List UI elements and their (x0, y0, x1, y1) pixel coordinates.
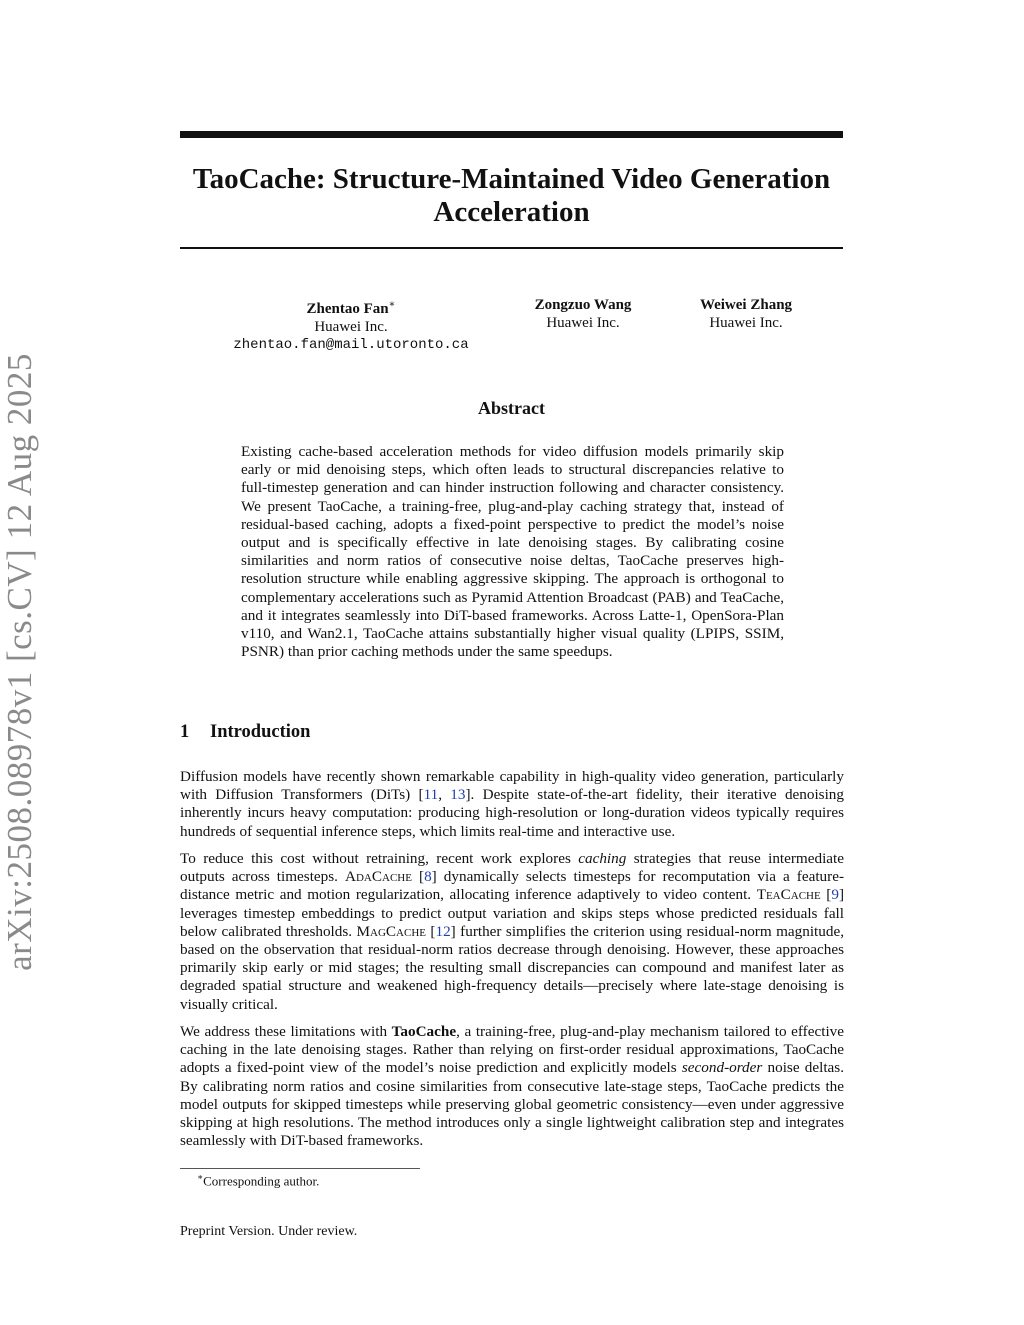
citation-link[interactable]: 13 (450, 786, 466, 804)
paper-title (180, 163, 843, 229)
emphasis: second-order (681, 1059, 763, 1077)
author-affiliation: Huawei Inc. (546, 315, 620, 331)
author-name: Weiwei Zhang (699, 297, 793, 313)
text-run: , (438, 786, 451, 804)
method-name: MagCache (356, 922, 426, 940)
author-name: Zongzuo Wang (534, 297, 632, 313)
footnote-rule (180, 1168, 420, 1169)
author-affiliation: Huawei Inc. (709, 315, 783, 331)
title-rule-bottom (180, 247, 843, 249)
section-title: Introduction (210, 722, 311, 742)
citation-link[interactable]: 12 (435, 922, 451, 940)
footnote-mark: ∗ (197, 1172, 204, 1182)
citation-link[interactable]: 9 (831, 886, 839, 904)
citation-link[interactable]: 8 (424, 868, 432, 886)
title-line-2: Acceleration (433, 196, 590, 228)
abstract-heading: Abstract (478, 398, 545, 418)
text-run: ] dynamically selects timesteps for recomputation via a feature-distance metric and motion regularization, allocating inference adaptively to video content. (180, 868, 845, 904)
text-run: , a training-free, plug-and-play mechanism tailored to effective caching in the late denoising stages. Rather than relying on first-order residual approximations, TaoCache adopts a fixed-point view of the model’s noise prediction and explicitly models (180, 1023, 844, 1077)
text-run: To reduce this cost without retraining, recent work explores (180, 850, 579, 867)
author-email[interactable]: zhentao.fan@mail.utoronto.ca (233, 337, 469, 353)
text-run: noise deltas. By calibrating norm ratios and cosine similarities from consecutive late-stage steps, TaoCache predicts the model outputs for skipped timesteps while preserving global geometric consistency—even under aggressive skipping at high resolutions. The method introduces only a single lightweight calibration step and integrates seamlessly with DiT-based frameworks. (180, 1059, 844, 1150)
author-block-2 (513, 296, 653, 332)
method-name: AdaCache (345, 868, 412, 886)
paragraph-1 (180, 768, 844, 841)
footer-note: Preprint Version. Under review. (180, 1224, 358, 1239)
author-block-1 (221, 296, 481, 354)
title-rule-top (180, 131, 843, 138)
text-run: [ (425, 922, 436, 940)
text-run: Diffusion models have recently shown remarkable capability in high-quality video generation, particularly with Diffusion Transformers (DiTs) [ (180, 768, 844, 804)
text-run: ] leverages timestep embeddings to predict output variation and skips steps whose predicted residuals fall below calibrated thresholds. (180, 886, 844, 940)
text-run: [ (820, 886, 832, 904)
text-run: ]. Despite state-of-the-art fidelity, their iterative denoising inherently incurs heavy computation: producing high-resolution or long-duration videos typically requires hundreds of sequential inference steps, which limits real-time and interactive use. (180, 786, 844, 840)
footnote (197, 1172, 319, 1189)
author-footnote-mark: ∗ (388, 299, 396, 310)
citation-link[interactable]: 11 (423, 786, 439, 804)
section-number: 1 (180, 722, 190, 742)
method-name: TeaCache (756, 886, 821, 904)
abstract-text: Existing cache-based acceleration methods for video diffusion models primarily skip early or mid denoising steps, which often leads to structural discrepancies relative to full-timestep generation and can hinder instruction following and character consistency. We present TaoCache, a training-free, plug-and-play caching strategy that, instead of residual-based caching, adopts a fixed-point perspective to predict the model’s noise output and is specifically effective in late denoising stages. By calibrating cosine similarities and norm ratios of consecutive noise deltas, TaoCache preserves high-resolution structure while enabling aggressive skipping. The approach is orthogonal to complementary accelerations such as Pyramid Attention Broadcast (PAB) and TeaCache, and it integrates seamlessly into DiT-based frameworks. Across Latte-1, OpenSora-Plan v110, and Wan2.1, TaoCache attains substantially higher visual quality (LPIPS, SSIM, PSNR) than prior caching methods under the same speedups. (241, 443, 784, 661)
author-name: Zhentao Fan (306, 301, 389, 317)
paragraph-3 (180, 1023, 844, 1150)
footnote-text: Corresponding author. (203, 1173, 320, 1189)
section-heading (180, 722, 310, 743)
text-run: [ (411, 868, 425, 886)
text-run: We address these limitations with (180, 1023, 392, 1040)
emphasis: caching (578, 850, 627, 867)
bold-term: TaoCache (391, 1023, 457, 1040)
author-affiliation: Huawei Inc. (314, 319, 388, 335)
title-line-1: TaoCache: Structure-Maintained Video Generation (192, 163, 831, 195)
arxiv-stamp-text: arXiv:2508.08978v1 [cs.CV] 12 Aug 2025 (0, 353, 39, 971)
text-run: strategies that reuse intermediate outputs across timesteps. (180, 850, 845, 886)
text-run: ] further simplifies the criterion using residual-norm magnitude, based on the observation that residual-norm ratios decrease through denoising. However, these approaches primarily skip early or mid stages; the resulting small discrepancies can compound and manifest later as degraded spatial structure and weakened high-frequency details—precisely where late-stage denoising is visually critical. (180, 922, 844, 1013)
paragraph-2 (180, 850, 844, 1014)
author-block-3 (675, 296, 817, 332)
